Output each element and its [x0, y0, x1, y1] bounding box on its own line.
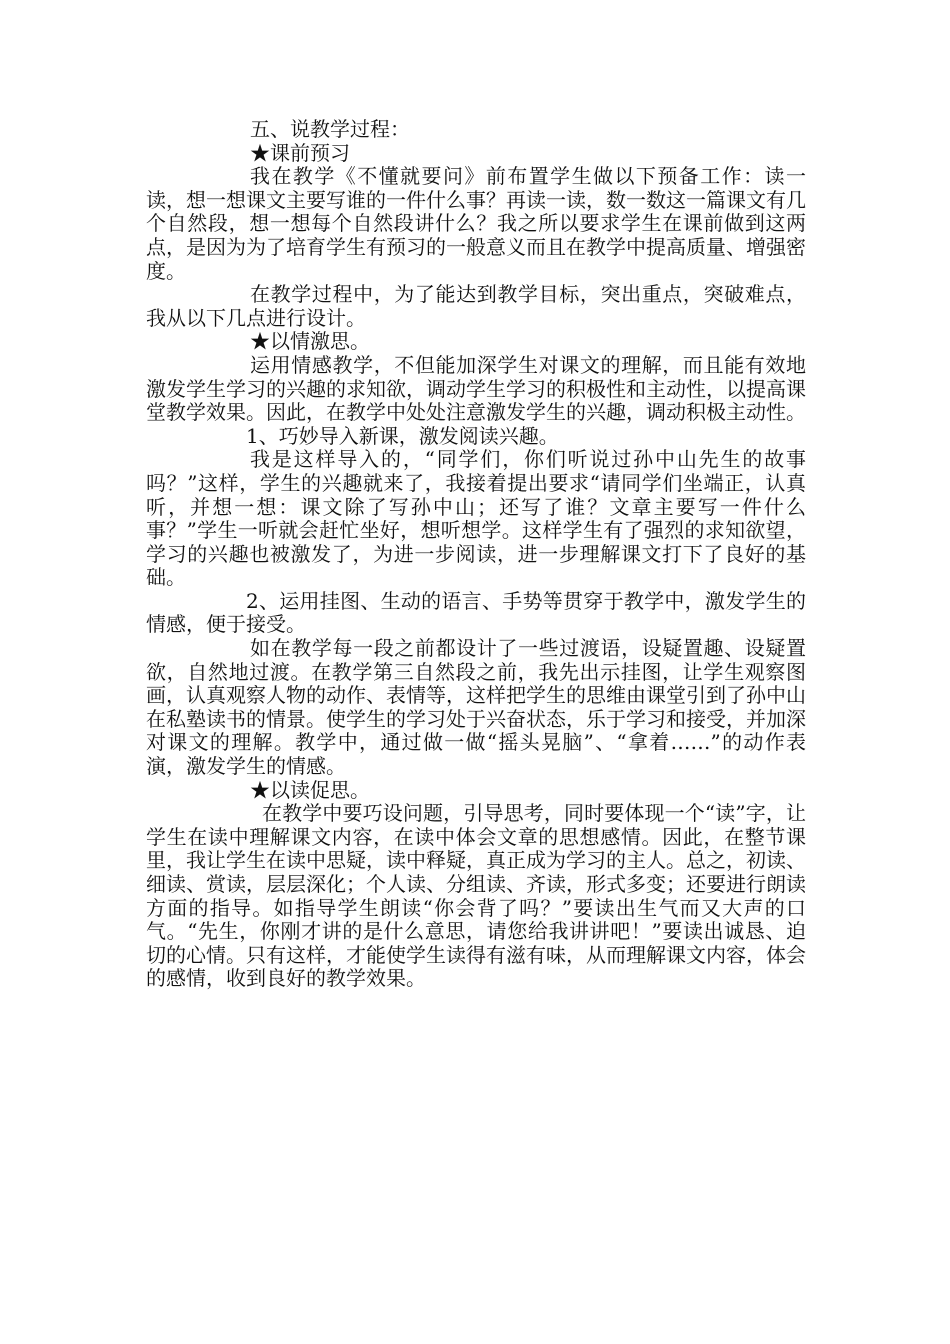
heading-preview: ★课前预习	[250, 140, 350, 165]
paragraph-design-intro: 在教学过程中，为了能达到教学目标，突出重点，突破难点，我从以下几点进行设计。	[146, 282, 806, 330]
section-title: 五、说教学过程：	[250, 117, 410, 141]
heading-emotion: ★以情激思。	[250, 329, 370, 354]
document-page	[146, 118, 806, 991]
paragraph-introduction: 我是这样导入的，“同学们，你们听说过孙中山先生的故事吗？”这样，学生的兴趣就来了，我接着提出要求“请同学们坐端正，认真听，并想一想：课文除了写孙中山；还写了谁？文章主要写一件什么事？”学生一听就会赶忙坐好，想听想学。这样学生有了强烈的求知欲望，学习的兴趣也被激发了，为进一步阅读，进一步理解课文打下了良好的基础。	[146, 447, 806, 590]
list-item-2: 2、运用挂图、生动的语言、手势等贯穿于教学中，激发学生的情感，便于接受。	[146, 588, 806, 637]
heading-reading: ★以读促思。	[250, 777, 370, 802]
paragraph-emotion-teaching: 运用情感教学，不但能加深学生对课文的理解，而且能有效地激发学生学习的兴趣的求知欲，调动学生学习的积极性和主动性，以提高课堂教学效果。因此，在教学中处处注意激发学生的兴趣，调动积极主动性。	[146, 352, 806, 425]
paragraph-transition: 如在教学每一段之前都设计了一些过渡语，设疑置趣、设疑置欲，自然地过渡。在教学第三自然段之前，我先出示挂图，让学生观察图画，认真观察人物的动作、表情等，这样把学生的思维由课堂引到了孙中山在私塾读书的情景。使学生的学习处于兴奋状态，乐于学习和接受，并加深对课文的理解。教学中，通过做一做“摇头晃脑”、“拿着……”的动作表演，激发学生的情感。	[146, 636, 806, 779]
list-item-1: 1、巧妙导入新课，激发阅读兴趣。	[246, 423, 559, 448]
paragraph-preview-tasks: 我在教学《不懂就要问》前布置学生做以下预备工作：读一读，想一想课文主要写谁的一件什么事？再读一读，数一数这一篇课文有几个自然段，想一想每个自然段讲什么？我之所以要求学生在课前做到这两点，是因为为了培育学生有预习的一般意义而且在教学中提高质量、增强密度。	[146, 164, 806, 283]
paragraph-reading: 在教学中要巧设问题，引导思考，同时要体现一个“读”字，让学生在读中理解课文内容，在读中体会文章的思想感情。因此，在整节课里，我让学生在读中思疑，读中释疑，真正成为学习的主人。总之，初读、细读、赏读，层层深化；个人读、分组读、齐读，形式多变；还要进行朗读方面的指导。如指导学生朗读“你会背了吗？”要读出生气而又大声的口气。“先生，你刚才讲的是什么意思，请您给我讲讲吧！”要读出诚恳、迫切的心情。只有这样，才能使学生读得有滋有味，从而理解课文内容，体会的感情，收到良好的教学效果。	[146, 801, 806, 991]
